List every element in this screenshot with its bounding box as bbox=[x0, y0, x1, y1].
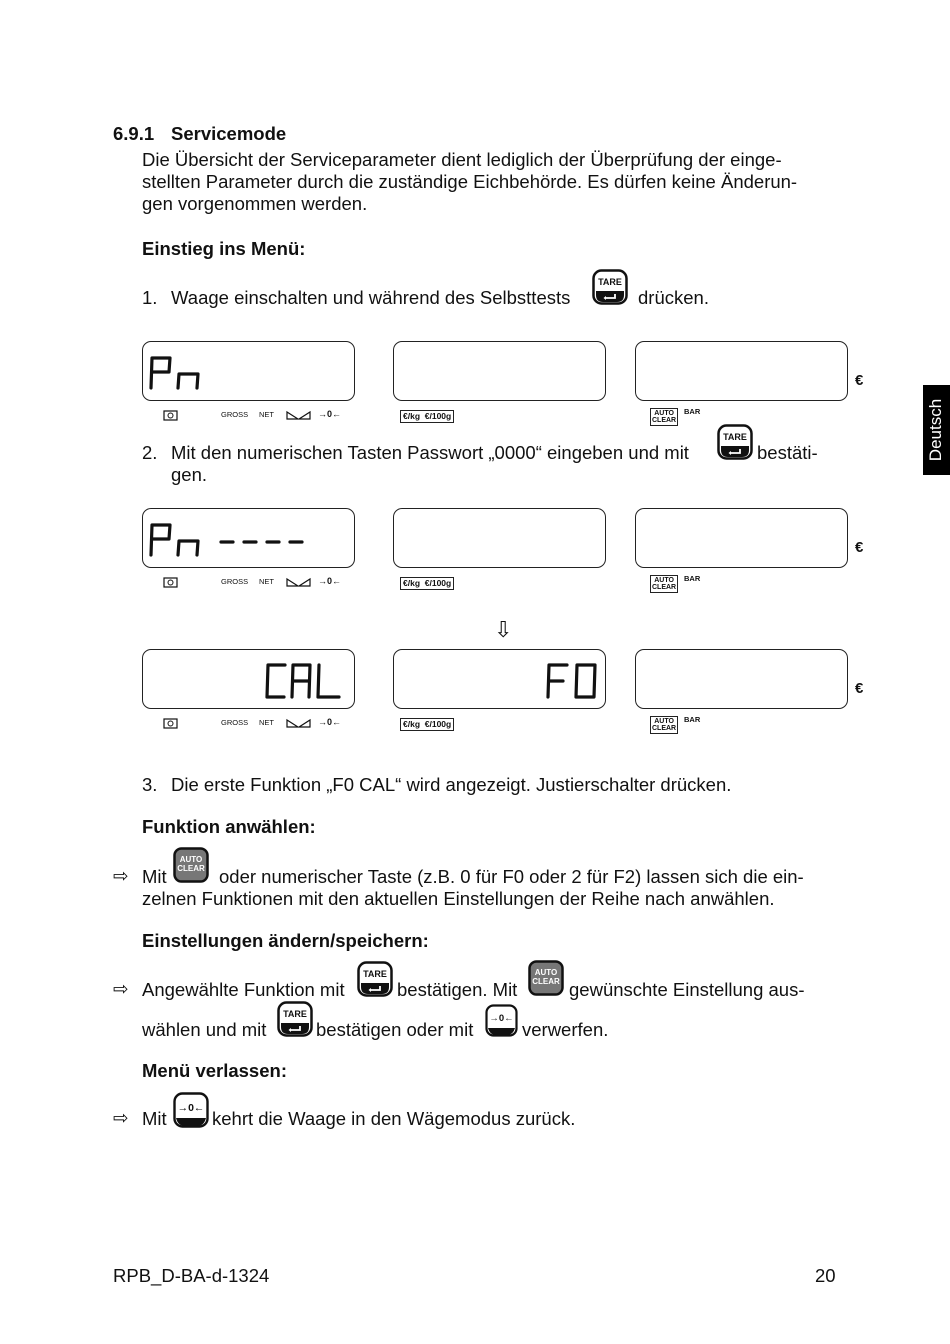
change-settings-text: Angewählte Funktion mit bbox=[142, 979, 345, 1000]
stable-icon bbox=[286, 575, 312, 593]
stable-icon bbox=[286, 408, 312, 426]
net-label: NET bbox=[259, 718, 274, 727]
gross-label: GROSS bbox=[221, 718, 249, 727]
zero-key-icon bbox=[485, 1004, 517, 1036]
zero-key-icon bbox=[173, 1092, 207, 1126]
euro-symbol: € bbox=[855, 539, 864, 556]
display-price bbox=[393, 649, 606, 709]
net-label: NET bbox=[259, 577, 274, 586]
battery-icon bbox=[163, 716, 178, 734]
svg-text:AUTO: AUTO bbox=[179, 855, 203, 864]
euro-symbol: € bbox=[855, 372, 864, 389]
bar-label: BAR bbox=[684, 574, 701, 583]
display-weight bbox=[142, 508, 355, 568]
leave-menu-heading: Menü verlassen: bbox=[142, 1060, 287, 1081]
svg-text:→0←: →0← bbox=[489, 1013, 514, 1024]
auto-clear-key-icon bbox=[173, 847, 207, 881]
step1-number: 1. bbox=[142, 287, 158, 308]
bar-label: BAR bbox=[684, 715, 701, 724]
zero-label: →0← bbox=[318, 717, 342, 727]
select-function-text-line2: zelnen Funktionen mit den aktuellen Einstellungen der Reihe nach anwählen. bbox=[142, 888, 775, 909]
display-price bbox=[393, 341, 606, 401]
tare-key-icon bbox=[357, 961, 391, 995]
section-number: 6.9.1 bbox=[113, 123, 155, 144]
select-function-text: Mit bbox=[142, 866, 167, 887]
bar-label: BAR bbox=[684, 407, 701, 416]
svg-text:CLEAR: CLEAR bbox=[532, 977, 560, 986]
step1-text: Waage einschalten und während des Selbsttests bbox=[171, 287, 571, 308]
battery-icon bbox=[163, 575, 178, 593]
per-kg-label: €/kg €/100g bbox=[400, 577, 454, 590]
display-weight bbox=[142, 649, 355, 709]
display-total bbox=[635, 508, 848, 568]
leave-menu-text: Mit bbox=[142, 1108, 167, 1129]
display-price bbox=[393, 508, 606, 568]
zero-label: →0← bbox=[318, 576, 342, 586]
svg-text:AUTO: AUTO bbox=[534, 968, 558, 977]
gross-label: GROSS bbox=[221, 577, 249, 586]
change-settings-text: bestätigen oder mit bbox=[316, 1019, 474, 1040]
tare-key-icon bbox=[592, 269, 626, 303]
leave-menu-text-after: kehrt die Waage in den Wägemodus zurück. bbox=[212, 1108, 576, 1129]
select-function-text-after: oder numerischer Taste (z.B. 0 für F0 oder 2 für F2) lassen sich die ein- bbox=[219, 866, 804, 887]
svg-text:TARE: TARE bbox=[723, 432, 747, 442]
change-settings-text: wählen und mit bbox=[142, 1019, 267, 1040]
intro-line-3: gen vorgenommen werden. bbox=[142, 193, 368, 214]
bullet-arrow-icon: ⇨ bbox=[113, 978, 129, 999]
zero-label: →0← bbox=[318, 409, 342, 419]
step2-text-line2: gen. bbox=[171, 464, 208, 485]
display-total bbox=[635, 649, 848, 709]
net-label: NET bbox=[259, 410, 274, 419]
step2-text: Mit den numerischen Tasten Passwort „0000“ eingeben und mit bbox=[171, 442, 689, 463]
change-settings-text: verwerfen. bbox=[522, 1019, 609, 1040]
bullet-arrow-icon: ⇨ bbox=[113, 865, 129, 886]
svg-text:TARE: TARE bbox=[283, 1009, 307, 1019]
step3-text: Die erste Funktion „F0 CAL“ wird angezeigt. Justierschalter drücken. bbox=[171, 774, 732, 795]
tare-key-label: TARE bbox=[598, 277, 622, 287]
intro-line-2: stellten Parameter durch die zuständige Eichbehörde. Es dürfen keine Änderun- bbox=[142, 171, 798, 192]
euro-symbol: € bbox=[855, 680, 864, 697]
step2-text-after: bestäti- bbox=[757, 442, 818, 463]
change-settings-heading: Einstellungen ändern/speichern: bbox=[142, 930, 429, 951]
gross-label: GROSS bbox=[221, 410, 249, 419]
per-kg-label: €/kg €/100g bbox=[400, 410, 454, 423]
svg-text:CLEAR: CLEAR bbox=[177, 864, 205, 873]
auto-clear-label: AUTO CLEAR bbox=[652, 577, 677, 591]
page-number: 20 bbox=[815, 1265, 836, 1286]
per-kg-label: €/kg €/100g bbox=[400, 718, 454, 731]
change-settings-text: bestätigen. Mit bbox=[397, 979, 518, 1000]
tare-key-icon bbox=[717, 424, 751, 458]
select-function-heading: Funktion anwählen: bbox=[142, 816, 316, 837]
intro-line-1: Die Übersicht der Serviceparameter dient lediglich der Überprüfung der einge- bbox=[142, 149, 782, 170]
display-weight bbox=[142, 341, 355, 401]
step2-number: 2. bbox=[142, 442, 158, 463]
svg-text:→0←: →0← bbox=[177, 1102, 205, 1114]
section-title: Servicemode bbox=[171, 123, 287, 144]
change-settings-text: gewünschte Einstellung aus- bbox=[569, 979, 805, 1000]
display-total bbox=[635, 341, 848, 401]
down-arrow-icon: ⇩ bbox=[494, 617, 513, 642]
language-tab-label: Deutsch bbox=[926, 398, 946, 462]
language-tab bbox=[923, 385, 950, 475]
auto-clear-label: AUTO CLEAR bbox=[652, 410, 677, 424]
step1-text-after: drücken. bbox=[638, 287, 709, 308]
svg-text:TARE: TARE bbox=[363, 969, 387, 979]
footer-doc-id: RPB_D-BA-d-1324 bbox=[113, 1265, 270, 1286]
bullet-arrow-icon: ⇨ bbox=[113, 1107, 129, 1128]
auto-clear-key-icon bbox=[528, 960, 562, 994]
auto-clear-label: AUTO CLEAR bbox=[652, 718, 677, 732]
battery-icon bbox=[163, 408, 178, 426]
stable-icon bbox=[286, 716, 312, 734]
tare-key-icon bbox=[277, 1001, 311, 1035]
step3-number: 3. bbox=[142, 774, 158, 795]
enter-menu-heading: Einstieg ins Menü: bbox=[142, 238, 306, 259]
